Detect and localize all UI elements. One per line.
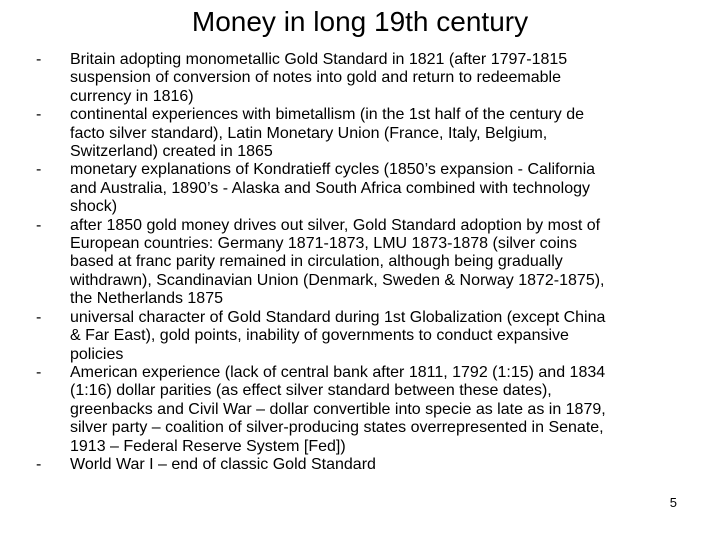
bullet-item xyxy=(36,161,676,216)
bullet-list xyxy=(36,51,676,474)
page-number: 5 xyxy=(669,495,677,510)
bullet-marker: - xyxy=(36,216,42,234)
bullet-item xyxy=(36,51,676,106)
bullet-text-gold-standard-1821: Britain adopting monometallic Gold Standard in 1821 (after 1797-1815 suspension of conversion of notes into gold and return to redeemable currency in 1816) xyxy=(70,51,568,105)
bullet-marker: - xyxy=(36,106,42,124)
bullet-item xyxy=(36,456,676,474)
bullet-marker: - xyxy=(36,455,42,473)
bullet-marker: - xyxy=(36,161,42,179)
bullet-text-world-war-i: World War I – end of classic Gold Standard xyxy=(70,455,376,473)
bullet-text-gold-adoption: after 1850 gold money drives out silver, Gold Standard adoption by most of European countries: Germany 1871-1873, LMU 1873-1878 (silver coins based at franc parity remained in circulation, although being gradually withdrawn), Scandinavian Union (Denmark, Sweden & Norway 1872-1875), the Netherlands 1875 xyxy=(70,216,605,308)
bullet-marker: - xyxy=(36,51,42,68)
slide-title: Money in long 19th century xyxy=(191,6,529,37)
bullet-text-globalization: universal character of Gold Standard during 1st Globalization (except China & Far East), gold points, inability of governments to conduct expansive policies xyxy=(70,308,606,363)
bullet-text-bimetallism: continental experiences with bimetallism (in the 1st half of the century de facto silver standard), Latin Monetary Union (France, Italy, Belgium, Switzerland) created in 1865 xyxy=(70,106,585,161)
bullet-item xyxy=(36,364,676,456)
bullet-marker: - xyxy=(36,363,42,381)
bullet-marker: - xyxy=(36,308,42,326)
bullet-item xyxy=(36,217,676,309)
bullet-item xyxy=(36,106,676,161)
bullet-text-kondratieff: monetary explanations of Kondratieff cycles (1850’s expansion - California and Australia, 1890’s - Alaska and South Africa combined with technology shock) xyxy=(70,161,596,216)
bullet-text-american-experience: American experience (lack of central bank after 1811, 1792 (1:15) and 1834 (1:16) dollar parities (as effect silver standard between these dates), greenbacks and Civil War – dollar convertible into specie as late as in 1879, silver party – coalition of silver-producing states overrepresented in Senate, 1913 – Federal Reserve System [Fed]) xyxy=(70,363,606,455)
bullet-item xyxy=(36,309,676,364)
